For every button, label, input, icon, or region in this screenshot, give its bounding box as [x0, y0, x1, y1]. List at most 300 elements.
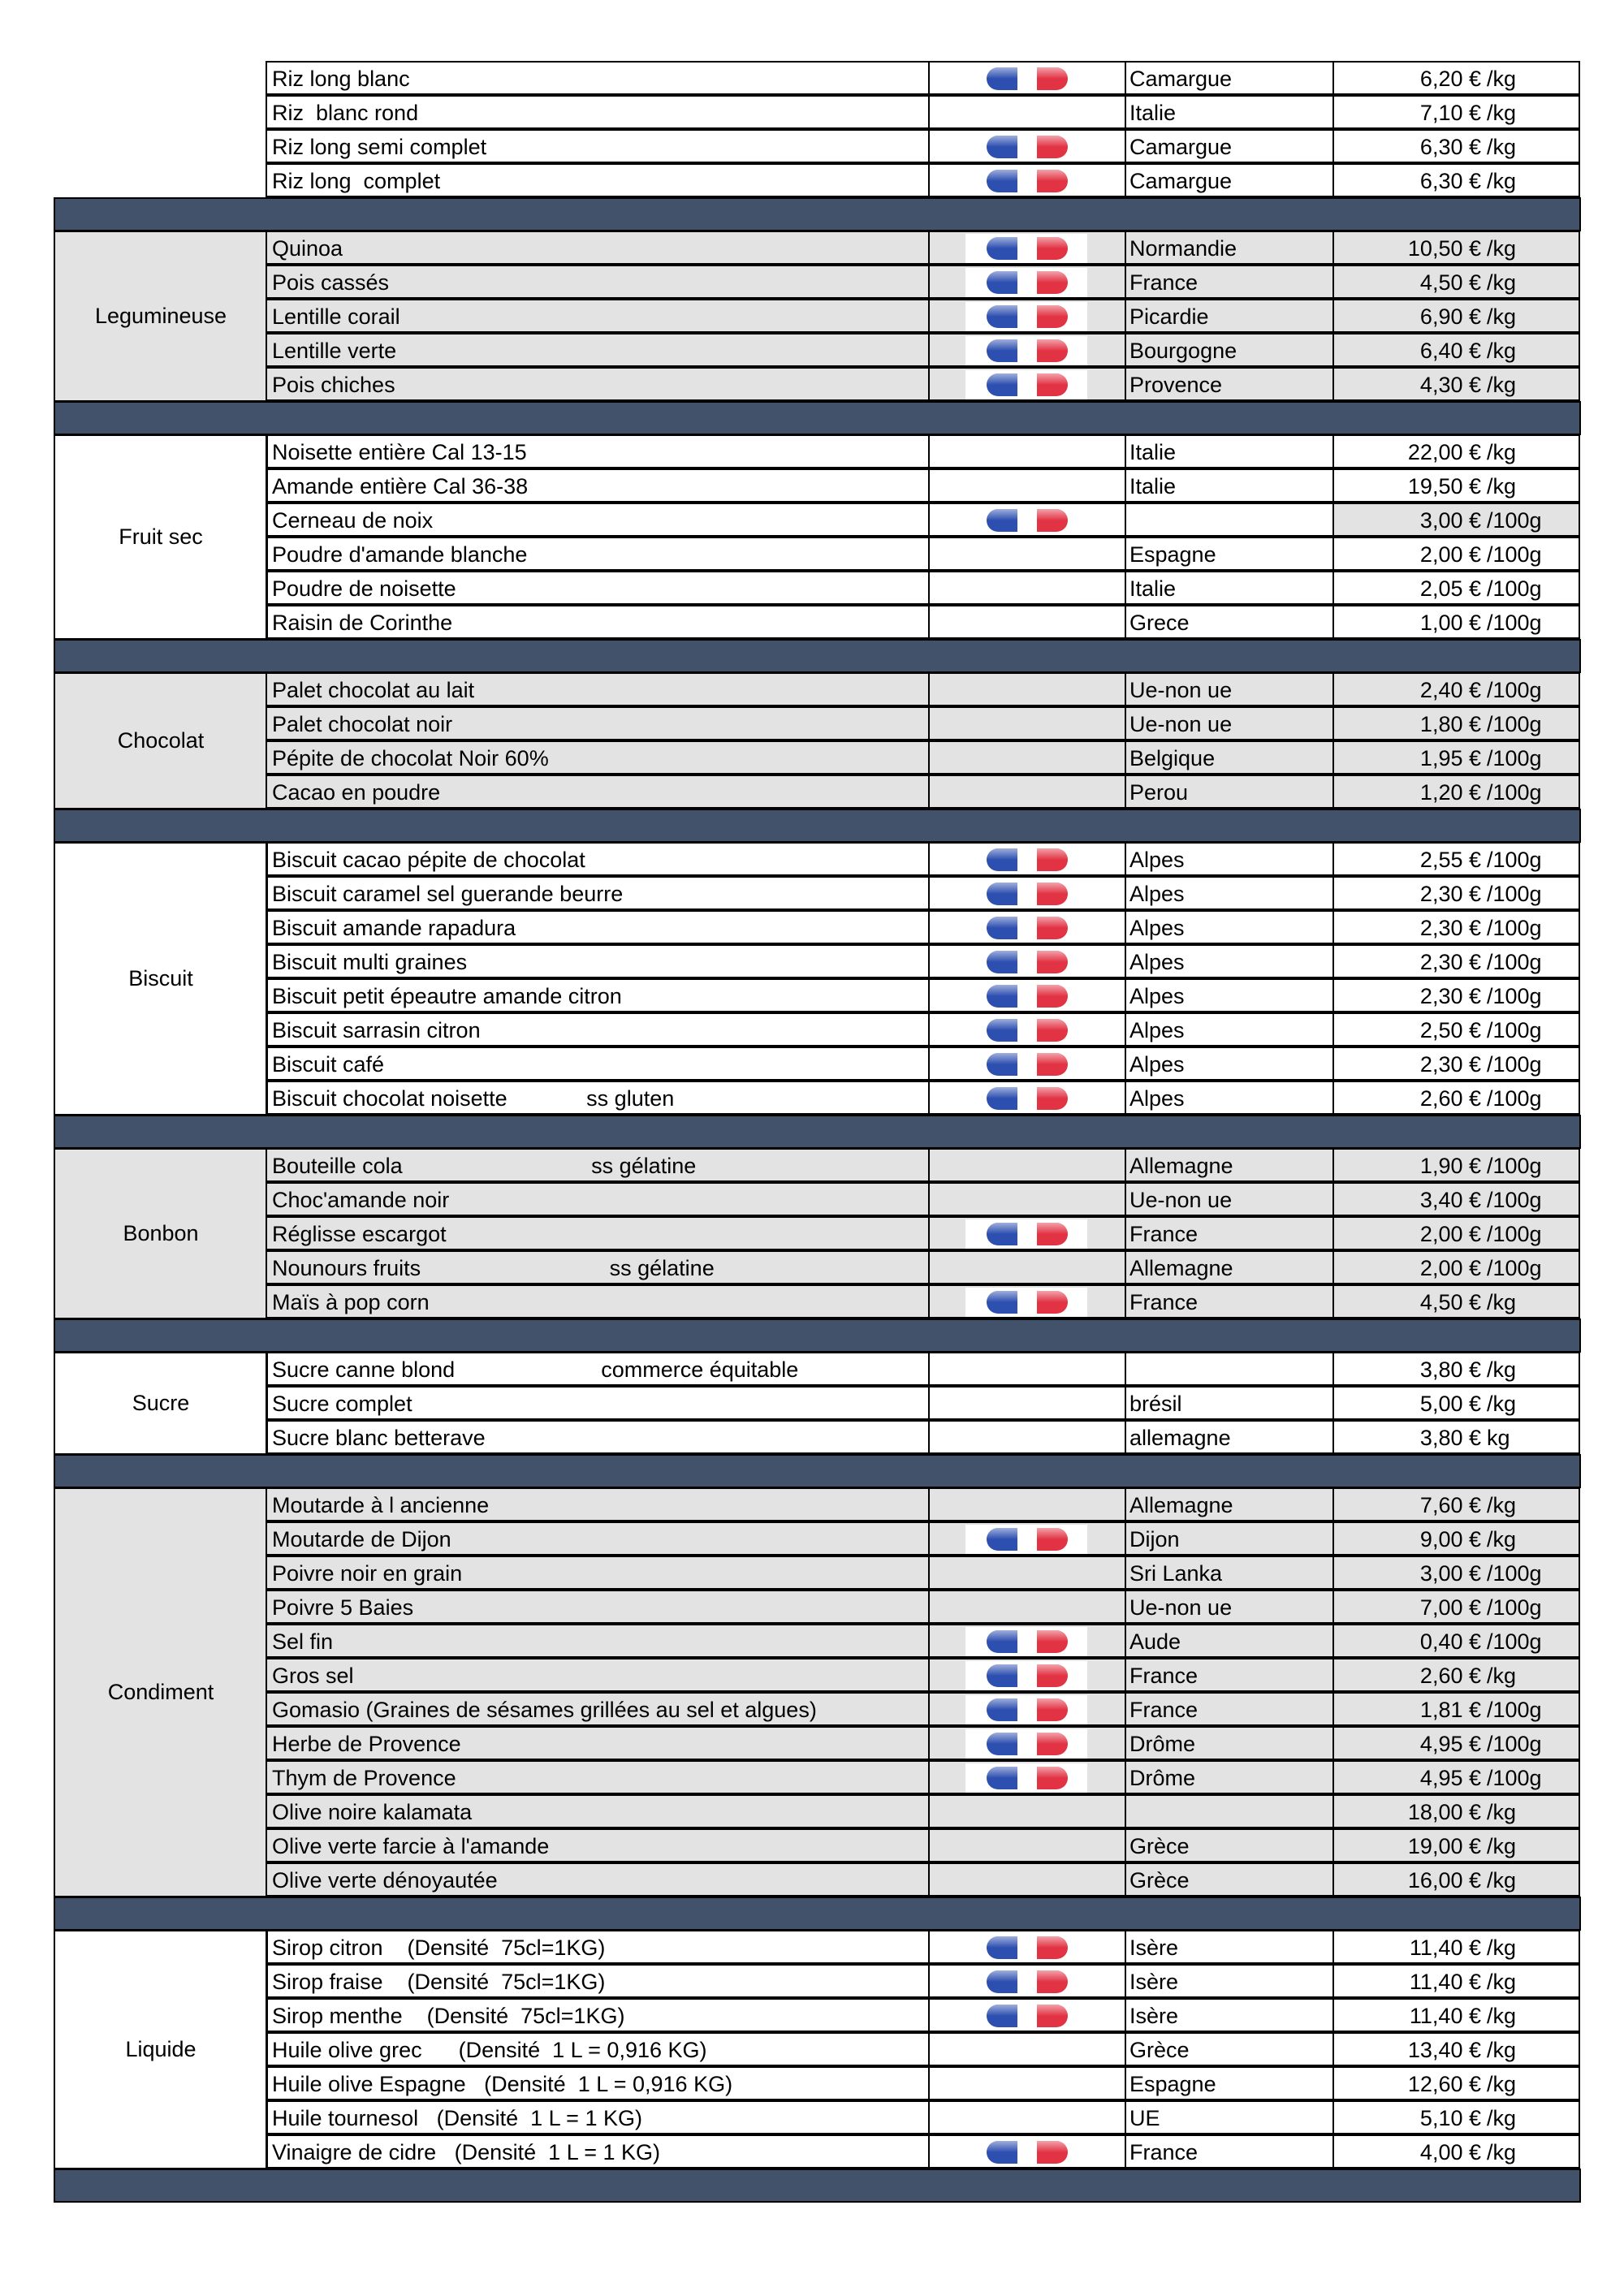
table-row: [54, 1081, 1581, 1116]
flag-red-band: [1037, 1019, 1068, 1042]
price-unit: /kg: [1487, 2140, 1517, 2164]
product-name: Huile olive grec (Densité 1 L = 0,916 KG): [266, 2032, 930, 2066]
price-unit: /100g: [1487, 1595, 1542, 1620]
category-section: [54, 1353, 1581, 1455]
table-row: [54, 979, 1581, 1013]
table-row: [54, 469, 1581, 503]
price-unit: /kg: [1487, 1970, 1517, 1994]
flag-red-band: [1037, 1970, 1068, 1993]
product-name: Sirop fraise (Densité 75cl=1KG): [266, 1964, 930, 1998]
price-unit: /kg: [1487, 2038, 1517, 2062]
price-value: 2,00 €: [1419, 1256, 1481, 1280]
origin-flag-cell: [928, 1216, 1126, 1250]
origin: Italie: [1125, 468, 1334, 503]
origin-flag-cell: [928, 944, 1126, 978]
price-cell: [1332, 775, 1580, 809]
category-section: [54, 1149, 1581, 1319]
table-row: [54, 1183, 1581, 1217]
price-cell: [1332, 876, 1580, 910]
price-unit: /100g: [1487, 1222, 1542, 1246]
flag-blue-band: [987, 237, 1017, 260]
origin-flag-cell: [928, 1726, 1126, 1760]
france-flag-icon: [987, 1970, 1068, 1993]
table-row: [54, 1047, 1581, 1081]
category-section: [54, 62, 1581, 198]
product-name: Pois cassés: [266, 265, 930, 299]
price-cell: [1332, 1420, 1580, 1454]
flag-white-band: [1017, 509, 1037, 532]
flag-blue-band: [987, 1936, 1017, 1959]
flag-white-band: [1017, 1291, 1037, 1314]
flag-white-band: [1017, 1970, 1037, 1993]
origin-flag-cell: [928, 605, 1126, 639]
category-name: Biscuit: [128, 966, 193, 990]
price-unit: /100g: [1487, 984, 1542, 1008]
flag-red-band: [1037, 1936, 1068, 1959]
flag-blue-band: [987, 509, 1017, 532]
table-row: [54, 1387, 1581, 1421]
table-row: [54, 435, 1581, 469]
origin-flag-cell: [928, 571, 1126, 605]
table-row: [54, 1829, 1581, 1863]
price-value: 19,00 €: [1407, 1834, 1481, 1858]
france-flag-icon: [987, 1767, 1068, 1789]
price-cell: [1332, 265, 1580, 299]
origin: Espagne: [1125, 537, 1334, 571]
flag-white-band: [1017, 1767, 1037, 1789]
category-name: Liquide: [125, 2037, 197, 2061]
origin: Allemagne: [1125, 1148, 1334, 1182]
price-unit: /kg: [1487, 1357, 1517, 1382]
price-cell: [1332, 944, 1580, 978]
flag-white-band: [1017, 373, 1037, 396]
price-unit: /kg: [1487, 1664, 1517, 1688]
origin: Ue-non ue: [1125, 672, 1334, 706]
price-cell: [1332, 333, 1580, 367]
origin-flag-cell: [928, 299, 1126, 333]
price-cell: [1332, 1487, 1580, 1521]
price-unit: /100g: [1487, 746, 1542, 770]
flag-red-band: [1037, 305, 1068, 328]
flag-white-band: [1017, 1053, 1037, 1076]
price-value: 6,40 €: [1419, 339, 1481, 363]
price-value: 10,50 €: [1407, 236, 1481, 261]
price-cell: [1332, 1794, 1580, 1828]
price-cell: [1332, 1182, 1580, 1216]
product-name: Cacao en poudre: [266, 775, 930, 809]
category-section: [54, 673, 1581, 809]
france-flag-icon: [987, 917, 1068, 939]
origin-flag-cell: [928, 1624, 1126, 1658]
product-name: Biscuit sarrasin citron: [266, 1012, 930, 1047]
flag-blue-band: [987, 339, 1017, 362]
flag-white-band: [1017, 1936, 1037, 1959]
origin: Belgique: [1125, 740, 1334, 775]
price-value: 9,00 €: [1419, 1527, 1481, 1552]
origin: Sri Lanka: [1125, 1556, 1334, 1590]
origin: [1125, 503, 1334, 537]
price-unit: /kg: [1487, 236, 1517, 261]
origin-flag-cell: [928, 1658, 1126, 1692]
flag-red-band: [1037, 985, 1068, 1008]
flag-red-band: [1037, 67, 1068, 90]
price-value: 3,00 €: [1419, 508, 1481, 533]
product-name: Sucre complet: [266, 1386, 930, 1420]
price-unit: /100g: [1487, 1732, 1542, 1756]
origin-flag-cell: [928, 163, 1126, 197]
product-name: Riz long blanc: [266, 61, 930, 95]
product-name: Moutarde de Dijon: [266, 1521, 930, 1556]
flag-blue-band: [987, 2141, 1017, 2164]
section-separator: [54, 639, 1581, 673]
flag-red-band: [1037, 2005, 1068, 2027]
origin-flag-cell: [928, 1148, 1126, 1182]
origin-flag-cell: [928, 775, 1126, 809]
table-row: [54, 265, 1581, 300]
flag-white-band: [1017, 1223, 1037, 1245]
price-unit: /kg: [1487, 373, 1517, 397]
table-row: [54, 1761, 1581, 1795]
origin: France: [1125, 1692, 1334, 1726]
price-value: 1,20 €: [1419, 780, 1481, 805]
origin: Alpes: [1125, 978, 1334, 1012]
product-name: Olive verte farcie à l'amande: [266, 1828, 930, 1862]
price-value: 4,50 €: [1419, 270, 1481, 295]
price-unit: /100g: [1487, 882, 1542, 906]
price-value: 6,30 €: [1419, 169, 1481, 193]
table-row: [54, 1149, 1581, 1183]
flag-blue-band: [987, 1970, 1017, 1993]
origin: UE: [1125, 2100, 1334, 2134]
origin: Camargue: [1125, 163, 1334, 197]
origin-flag-cell: [928, 231, 1126, 265]
price-cell: [1332, 706, 1580, 740]
table-row: [54, 572, 1581, 606]
flag-white-band: [1017, 1733, 1037, 1755]
flag-blue-band: [987, 1664, 1017, 1687]
flag-blue-band: [987, 848, 1017, 871]
product-name: Olive verte dénoyautée: [266, 1862, 930, 1897]
price-cell: [1332, 978, 1580, 1012]
origin-flag-cell: [928, 672, 1126, 706]
product-name: Olive noire kalamata: [266, 1794, 930, 1828]
flag-blue-band: [987, 1053, 1017, 1076]
france-flag-icon: [987, 985, 1068, 1008]
price-unit: /kg: [1487, 169, 1517, 193]
price-cell: [1332, 842, 1580, 876]
table-row: [54, 1999, 1581, 2033]
price-unit: /100g: [1487, 1561, 1542, 1586]
product-name: Huile olive Espagne (Densité 1 L = 0,916 KG): [266, 2066, 930, 2100]
table-row: [54, 843, 1581, 877]
flag-blue-band: [987, 883, 1017, 905]
flag-red-band: [1037, 951, 1068, 973]
france-flag-icon: [987, 1291, 1068, 1314]
table-row: [54, 1013, 1581, 1047]
flag-red-band: [1037, 883, 1068, 905]
price-cell: [1332, 1521, 1580, 1556]
table-row: [54, 1693, 1581, 1727]
origin-flag-cell: [928, 367, 1126, 401]
price-value: 19,50 €: [1407, 474, 1481, 498]
origin-flag-cell: [928, 876, 1126, 910]
flag-red-band: [1037, 1733, 1068, 1755]
origin: Ue-non ue: [1125, 706, 1334, 740]
flag-white-band: [1017, 1528, 1037, 1551]
table-row: [54, 2067, 1581, 2101]
price-cell: [1332, 2100, 1580, 2134]
origin: Allemagne: [1125, 1487, 1334, 1521]
flag-red-band: [1037, 237, 1068, 260]
product-name: Choc'amande noir: [266, 1182, 930, 1216]
price-unit: /kg: [1487, 1868, 1517, 1892]
price-cell: [1332, 1556, 1580, 1590]
price-unit: /100g: [1487, 1154, 1542, 1178]
table-row: [54, 1727, 1581, 1761]
price-list-table: [54, 62, 1581, 2203]
table-row: [54, 1488, 1581, 1522]
price-value: 11,40 €: [1409, 1970, 1481, 1994]
origin-flag-cell: [928, 1760, 1126, 1794]
product-name: Moutarde à l ancienne: [266, 1487, 930, 1521]
category-section: [54, 231, 1581, 402]
price-unit: /kg: [1487, 2072, 1517, 2096]
product-name: Poudre de noisette: [266, 571, 930, 605]
france-flag-icon: [987, 848, 1068, 871]
origin-flag-cell: [928, 1521, 1126, 1556]
origin-flag-cell: [928, 1794, 1126, 1828]
price-unit: /100g: [1487, 576, 1542, 601]
price-unit: /kg: [1487, 1392, 1517, 1416]
price-cell: [1332, 503, 1580, 537]
price-value: 1,90 €: [1419, 1154, 1481, 1178]
price-cell: [1332, 61, 1580, 95]
price-cell: [1332, 1352, 1580, 1386]
price-value: 1,95 €: [1419, 746, 1481, 770]
table-row: [54, 1522, 1581, 1556]
flag-white-band: [1017, 1087, 1037, 1110]
flag-blue-band: [987, 951, 1017, 973]
origin: Italie: [1125, 434, 1334, 468]
table-row: [54, 606, 1581, 640]
origin-flag-cell: [928, 1964, 1126, 1998]
product-name: Biscuit cacao pépite de chocolat: [266, 842, 930, 876]
origin: Grèce: [1125, 1862, 1334, 1897]
origin-flag-cell: [928, 265, 1126, 299]
price-cell: [1332, 299, 1580, 333]
origin: France: [1125, 1216, 1334, 1250]
origin-flag-cell: [928, 61, 1126, 95]
price-cell: [1332, 129, 1580, 163]
category-section: [54, 843, 1581, 1116]
table-row: [54, 1251, 1581, 1285]
origin-flag-cell: [928, 2100, 1126, 2134]
france-flag-icon: [987, 305, 1068, 328]
origin: Allemagne: [1125, 1250, 1334, 1284]
france-flag-icon: [987, 951, 1068, 973]
price-cell: [1332, 1760, 1580, 1794]
flag-red-band: [1037, 1291, 1068, 1314]
flag-white-band: [1017, 1698, 1037, 1721]
price-cell: [1332, 2134, 1580, 2169]
origin: Alpes: [1125, 842, 1334, 876]
category-name: Chocolat: [117, 728, 205, 753]
price-unit: kg: [1487, 1426, 1510, 1450]
table-row: [54, 1965, 1581, 1999]
table-row: [54, 164, 1581, 198]
price-unit: /kg: [1487, 101, 1517, 125]
product-name: Maïs à pop corn: [266, 1284, 930, 1318]
category-name: Legumineuse: [94, 304, 227, 328]
flag-white-band: [1017, 170, 1037, 192]
price-unit: /100g: [1487, 542, 1542, 567]
table-row: [54, 1217, 1581, 1251]
flag-red-band: [1037, 339, 1068, 362]
price-unit: /100g: [1487, 1052, 1542, 1077]
price-unit: /100g: [1487, 1766, 1542, 1790]
flag-blue-band: [987, 136, 1017, 158]
origin: Alpes: [1125, 1012, 1334, 1047]
price-unit: /kg: [1487, 270, 1517, 295]
price-value: 12,60 €: [1407, 2072, 1481, 2096]
flag-white-band: [1017, 985, 1037, 1008]
price-value: 11,40 €: [1409, 1936, 1481, 1960]
price-value: 3,40 €: [1419, 1188, 1481, 1212]
origin-flag-cell: [928, 537, 1126, 571]
product-name: Biscuit caramel sel guerande beurre: [266, 876, 930, 910]
price-unit: /100g: [1487, 712, 1542, 736]
product-name: Riz blanc rond: [266, 95, 930, 129]
origin: Ue-non ue: [1125, 1182, 1334, 1216]
price-value: 4,95 €: [1419, 1732, 1481, 1756]
flag-red-band: [1037, 170, 1068, 192]
product-name: Biscuit chocolat noisette ss gluten: [266, 1081, 930, 1115]
origin: Isère: [1125, 1998, 1334, 2032]
flag-red-band: [1037, 848, 1068, 871]
price-unit: /kg: [1487, 474, 1517, 498]
flag-white-band: [1017, 339, 1037, 362]
category-name: Sucre: [132, 1391, 190, 1415]
price-value: 3,80 €: [1419, 1426, 1481, 1450]
price-cell: [1332, 1726, 1580, 1760]
price-value: 4,95 €: [1419, 1766, 1481, 1790]
price-cell: [1332, 1930, 1580, 1964]
table-row: [54, 1659, 1581, 1693]
flag-red-band: [1037, 917, 1068, 939]
product-name: Huile tournesol (Densité 1 L = 1 KG): [266, 2100, 930, 2134]
flag-blue-band: [987, 1767, 1017, 1789]
price-unit: /100g: [1487, 780, 1542, 805]
product-name: Lentille corail: [266, 299, 930, 333]
flag-red-band: [1037, 1698, 1068, 1721]
france-flag-icon: [987, 883, 1068, 905]
origin: Aude: [1125, 1624, 1334, 1658]
origin-flag-cell: [928, 468, 1126, 503]
origin: Alpes: [1125, 910, 1334, 944]
flag-red-band: [1037, 1053, 1068, 1076]
france-flag-icon: [987, 509, 1068, 532]
flag-blue-band: [987, 1019, 1017, 1042]
flag-red-band: [1037, 1087, 1068, 1110]
france-flag-icon: [987, 67, 1068, 90]
price-unit: /kg: [1487, 304, 1517, 329]
origin: Italie: [1125, 571, 1334, 605]
price-cell: [1332, 1386, 1580, 1420]
price-value: 1,81 €: [1419, 1698, 1481, 1722]
price-unit: /kg: [1487, 2004, 1517, 2028]
france-flag-icon: [987, 1733, 1068, 1755]
france-flag-icon: [987, 136, 1068, 158]
origin: Picardie: [1125, 299, 1334, 333]
price-value: 5,10 €: [1419, 2106, 1481, 2130]
origin-flag-cell: [928, 2032, 1126, 2066]
origin-flag-cell: [928, 1998, 1126, 2032]
origin-flag-cell: [928, 503, 1126, 537]
origin-flag-cell: [928, 910, 1126, 944]
table-row: [54, 775, 1581, 809]
price-unit: /100g: [1487, 1256, 1542, 1280]
table-row: [54, 1285, 1581, 1319]
section-separator: [54, 197, 1581, 231]
product-name: Sel fin: [266, 1624, 930, 1658]
price-cell: [1332, 740, 1580, 775]
price-value: 5,00 €: [1419, 1392, 1481, 1416]
product-name: Thym de Provence: [266, 1760, 930, 1794]
category-name: Fruit sec: [119, 524, 203, 549]
origin: Alpes: [1125, 1047, 1334, 1081]
price-value: 2,30 €: [1419, 1052, 1481, 1077]
flag-red-band: [1037, 1664, 1068, 1687]
price-cell: [1332, 1284, 1580, 1318]
product-name: Quinoa: [266, 231, 930, 265]
origin-flag-cell: [928, 1250, 1126, 1284]
flag-white-band: [1017, 2005, 1037, 2027]
product-name: Sucre blanc betterave: [266, 1420, 930, 1454]
category-name: Condiment: [107, 1680, 214, 1704]
origin: Ue-non ue: [1125, 1590, 1334, 1624]
flag-blue-band: [987, 1087, 1017, 1110]
section-separator: [54, 2169, 1581, 2203]
flag-white-band: [1017, 883, 1037, 905]
origin-flag-cell: [928, 1487, 1126, 1521]
flag-red-band: [1037, 1528, 1068, 1551]
price-value: 4,00 €: [1419, 2140, 1481, 2164]
price-cell: [1332, 1624, 1580, 1658]
price-cell: [1332, 231, 1580, 265]
origin-flag-cell: [928, 978, 1126, 1012]
product-name: Gomasio (Graines de sésames grillées au sel et algues): [266, 1692, 930, 1726]
price-unit: /100g: [1487, 611, 1542, 635]
origin: allemagne: [1125, 1420, 1334, 1454]
product-name: Pépite de chocolat Noir 60%: [266, 740, 930, 775]
origin: Grèce: [1125, 1828, 1334, 1862]
origin: Bourgogne: [1125, 333, 1334, 367]
category-section: [54, 1488, 1581, 1897]
flag-blue-band: [987, 271, 1017, 294]
origin: Isère: [1125, 1930, 1334, 1964]
flag-red-band: [1037, 1223, 1068, 1245]
table-row: [54, 231, 1581, 265]
table-row: [54, 130, 1581, 164]
flag-red-band: [1037, 373, 1068, 396]
flag-white-band: [1017, 136, 1037, 158]
origin-flag-cell: [928, 129, 1126, 163]
flag-blue-band: [987, 1291, 1017, 1314]
flag-blue-band: [987, 1630, 1017, 1653]
product-name: Biscuit café: [266, 1047, 930, 1081]
product-name: Lentille verte: [266, 333, 930, 367]
price-cell: [1332, 163, 1580, 197]
